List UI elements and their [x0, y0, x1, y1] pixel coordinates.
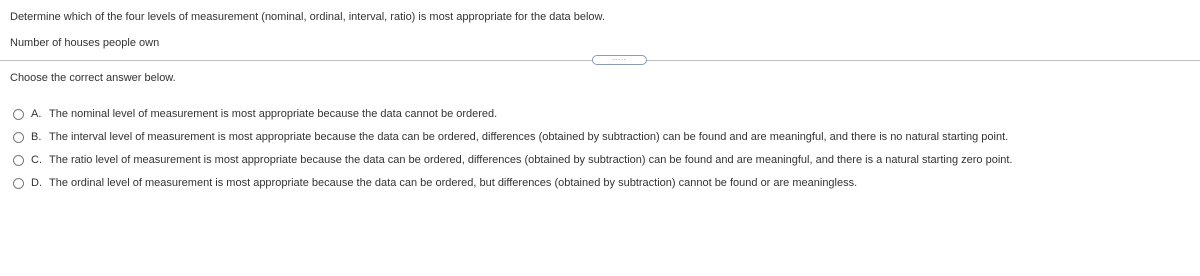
- option-a[interactable]: [13, 108, 1013, 120]
- option-letter: A.: [31, 108, 42, 120]
- question-prompt: Determine which of the four levels of measurement (nominal, ordinal, interval, ratio) is most appropriate for the data below.: [10, 11, 605, 23]
- option-b[interactable]: [13, 131, 1013, 143]
- radio-button-c[interactable]: [13, 155, 24, 166]
- option-d[interactable]: [13, 177, 1013, 189]
- answer-options: [13, 108, 1013, 200]
- data-description: Number of houses people own: [10, 37, 160, 49]
- option-text: The interval level of measurement is most appropriate because the data can be ordered, differences (obtained by subtraction) can be found and are meaningful, and there is no natural starting point.: [49, 131, 1009, 143]
- option-text: The ratio level of measurement is most appropriate because the data can be ordered, differences (obtained by subtraction) can be found and are meaningful, and there is a natural starting zero point.: [49, 154, 1013, 166]
- option-text: The nominal level of measurement is most appropriate because the data cannot be ordered.: [49, 108, 498, 120]
- option-letter: D.: [31, 177, 42, 189]
- option-c[interactable]: [13, 154, 1013, 166]
- radio-button-a[interactable]: [13, 109, 24, 120]
- radio-button-d[interactable]: [13, 178, 24, 189]
- expand-button[interactable]: [592, 55, 647, 65]
- option-text: The ordinal level of measurement is most appropriate because the data can be ordered, but differences (obtained by subtraction) cannot be found or are meaningless.: [49, 177, 858, 189]
- radio-button-b[interactable]: [13, 132, 24, 143]
- option-letter: B.: [31, 131, 42, 143]
- answer-instruction: Choose the correct answer below.: [10, 72, 176, 84]
- expand-button-label: .....: [612, 55, 627, 62]
- option-letter: C.: [31, 154, 42, 166]
